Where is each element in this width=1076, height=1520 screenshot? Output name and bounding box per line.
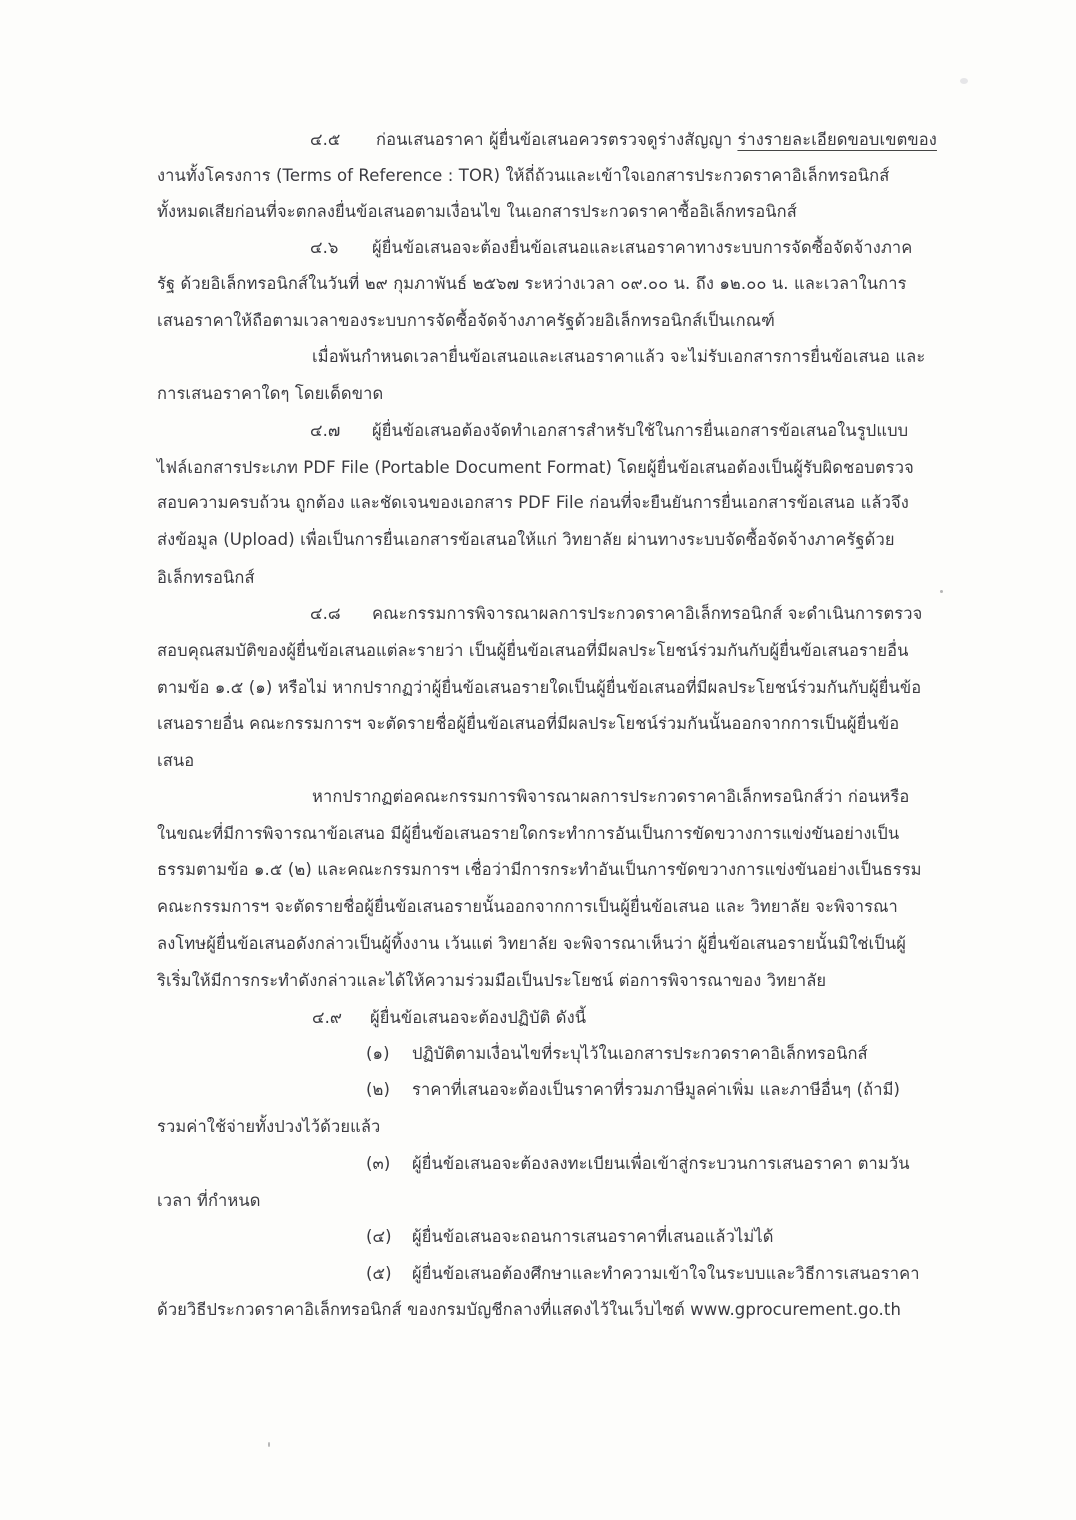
scan-speck	[940, 590, 943, 593]
section-4-8-paragraph-2-line-1: หากปรากฏต่อคณะกรรมการพิจารณาผลการประกวดราคาอิเล็กทรอนิกส์ว่า ก่อนหรือ	[312, 787, 910, 806]
list-item-number: (๓)	[366, 1154, 391, 1173]
section-4-8-line-2: สอบคุณสมบัติของผู้ยื่นข้อเสนอแต่ละรายว่า เป็นผู้ยื่นข้อเสนอที่มีผลประโยชน์ร่วมกันกับผู้ยื่นข้อเสนอรายอื่น	[157, 641, 909, 660]
list-item-number: (๒)	[366, 1080, 391, 1099]
section-4-6-line-1	[310, 236, 912, 260]
paragraph-text: ผู้ยื่นข้อเสนอต้องจัดทำเอกสารสำหรับใช้ในการยื่นเอกสารข้อเสนอในรูปแบบ	[372, 421, 909, 440]
list-item-2	[366, 1078, 900, 1102]
section-4-8-line-3: ตามข้อ ๑.๕ (๑) หรือไม่ หากปรากฏว่าผู้ยื่นข้อเสนอรายใดเป็นผู้ยื่นข้อเสนอที่มีผลประโยชน์ร่วมกันกับผู้ยื่นข้อ	[157, 678, 922, 697]
list-item-2-continuation: รวมค่าใช้จ่ายทั้งปวงไว้ด้วยแล้ว	[157, 1117, 381, 1136]
list-item-3-continuation: เวลา ที่กำหนด	[157, 1191, 261, 1210]
section-4-6-line-2: รัฐ ด้วยอิเล็กทรอนิกส์ในวันที่ ๒๙ กุมภาพันธ์ ๒๕๖๗ ระหว่างเวลา ๐๙.๐๐ น. ถึง ๑๒.๐๐ น. และเวลาในการ	[157, 274, 907, 293]
scan-speck	[960, 78, 968, 84]
paragraph-text: คณะกรรมการพิจารณาผลการประกวดราคาอิเล็กทรอนิกส์ จะดำเนินการตรวจ	[372, 604, 923, 623]
list-item-text: ราคาที่เสนอจะต้องเป็นราคาที่รวมภาษีมูลค่าเพิ่ม และภาษีอื่นๆ (ถ้ามี)	[412, 1080, 901, 1099]
section-4-6-paragraph-2-line-1: เมื่อพ้นกำหนดเวลายื่นข้อเสนอและเสนอราคาแล้ว จะไม่รับเอกสารการยื่นข้อเสนอ และ	[312, 347, 926, 366]
section-4-8-paragraph-2-line-2: ในขณะที่มีการพิจารณาข้อเสนอ มีผู้ยื่นข้อเสนอรายใดกระทำการอันเป็นการขัดขวางการแข่งขันอย่างเป็น	[157, 824, 900, 843]
section-4-8-line-1	[310, 602, 922, 626]
list-item-text: ผู้ยื่นข้อเสนอจะถอนการเสนอราคาที่เสนอแล้วไม่ได้	[412, 1227, 774, 1246]
section-number: ๔.๗	[310, 421, 341, 440]
section-4-8-paragraph-2-line-4: คณะกรรมการฯ จะตัดรายชื่อผู้ยื่นข้อเสนอรายนั้นออกจากการเป็นผู้ยื่นข้อเสนอ และ วิทยาลัย จะพิจารณา	[157, 897, 898, 916]
underlined-text: ร่างรายละเอียดขอบเขตของ	[737, 130, 937, 149]
scan-speck	[268, 1442, 270, 1447]
list-item-text: ผู้ยื่นข้อเสนอจะต้องลงทะเบียนเพื่อเข้าสู่กระบวนการเสนอราคา ตามวัน	[412, 1154, 910, 1173]
section-4-8-line-4: เสนอรายอื่น คณะกรรมการฯ จะตัดรายชื่อผู้ยื่นข้อเสนอที่มีผลประโยชน์ร่วมกันนั้นออกจากการเป็นผู้ยื่นข้อ	[157, 714, 900, 733]
section-4-7-line-4: ส่งข้อมูล (Upload) เพื่อเป็นการยื่นเอกสารข้อเสนอให้แก่ วิทยาลัย ผ่านทางระบบจัดซื้อจัดจ้างภาครัฐด้วย	[157, 530, 895, 549]
section-4-7-line-1	[310, 419, 908, 443]
list-item-text: ปฏิบัติตามเงื่อนไขที่ระบุไว้ในเอกสารประกวดราคาอิเล็กทรอนิกส์	[412, 1044, 868, 1063]
list-item-4	[366, 1225, 774, 1249]
section-4-8-paragraph-2-line-6: ริเริ่มให้มีการกระทำดังกล่าวและได้ให้ความร่วมมือเป็นประโยชน์ ต่อการพิจารณาของ วิทยาลัย	[157, 971, 827, 990]
list-item-number: (๕)	[366, 1264, 392, 1283]
section-4-6-paragraph-2-line-2: การเสนอราคาใดๆ โดยเด็ดขาด	[157, 384, 384, 403]
section-number: ๔.๖	[310, 238, 339, 257]
list-item-5-continuation: ด้วยวิธีประกวดราคาอิเล็กทรอนิกส์ ของกรมบัญชีกลางที่แสดงไว้ในเว็บไซต์ www.gprocurement.go.th	[157, 1300, 902, 1319]
section-4-8-paragraph-2-line-5: ลงโทษผู้ยื่นข้อเสนอดังกล่าวเป็นผู้ทิ้งงาน เว้นแต่ วิทยาลัย จะพิจารณาเห็นว่า ผู้ยื่นข้อเสนอรายนั้นมิใช่เป็นผู้	[157, 934, 907, 953]
section-4-7-line-5: อิเล็กทรอนิกส์	[157, 568, 255, 587]
section-number: ๔.๕	[310, 130, 341, 149]
section-4-8-line-5: เสนอ	[157, 751, 195, 770]
section-number: ๔.๙	[312, 1008, 343, 1027]
list-item-3	[366, 1152, 910, 1176]
section-4-8-paragraph-2-line-3: ธรรมตามข้อ ๑.๕ (๒) และคณะกรรมการฯ เชื่อว่ามีการกระทำอันเป็นการขัดขวางการแข่งขันอย่างเป็นธรรม	[157, 860, 922, 879]
list-item-number: (๑)	[366, 1044, 390, 1063]
section-4-5-line-1	[310, 128, 937, 152]
section-4-7-line-2: ไฟล์เอกสารประเภท PDF File (Portable Document Format) โดยผู้ยื่นข้อเสนอต้องเป็นผู้รับผิดชอบตรวจ	[157, 458, 914, 477]
section-4-9-intro	[312, 1006, 586, 1030]
section-4-5-line-3: ทั้งหมดเสียก่อนที่จะตกลงยื่นข้อเสนอตามเงื่อนไข ในเอกสารประกวดราคาซื้ออิเล็กทรอนิกส์	[157, 202, 797, 221]
list-item-text: ผู้ยื่นข้อเสนอต้องศึกษาและทำความเข้าใจในระบบและวิธีการเสนอราคา	[412, 1264, 920, 1283]
list-item-number: (๔)	[366, 1227, 392, 1246]
section-4-7-line-3: สอบความครบถ้วน ถูกต้อง และชัดเจนของเอกสาร PDF File ก่อนที่จะยืนยันการยื่นเอกสารข้อเสนอ แล้วจึง	[157, 493, 909, 512]
section-4-5-line-2: งานทั้งโครงการ (Terms of Reference : TOR) ให้ถี่ถ้วนและเข้าใจเอกสารประกวดราคาอิเล็กทรอนิกส์	[157, 166, 890, 185]
paragraph-text: ก่อนเสนอราคา ผู้ยื่นข้อเสนอควรตรวจดูร่างสัญญา	[376, 130, 738, 149]
list-item-5	[366, 1262, 920, 1286]
section-number: ๔.๘	[310, 604, 341, 623]
paragraph-text: ผู้ยื่นข้อเสนอจะต้องยื่นข้อเสนอและเสนอราคาทางระบบการจัดซื้อจัดจ้างภาค	[372, 238, 913, 257]
list-item-1	[366, 1042, 868, 1066]
paragraph-text: ผู้ยื่นข้อเสนอจะต้องปฏิบัติ ดังนี้	[370, 1008, 587, 1027]
section-4-6-line-3: เสนอราคาให้ถือตามเวลาของระบบการจัดซื้อจัดจ้างภาครัฐด้วยอิเล็กทรอนิกส์เป็นเกณฑ์	[157, 311, 775, 330]
